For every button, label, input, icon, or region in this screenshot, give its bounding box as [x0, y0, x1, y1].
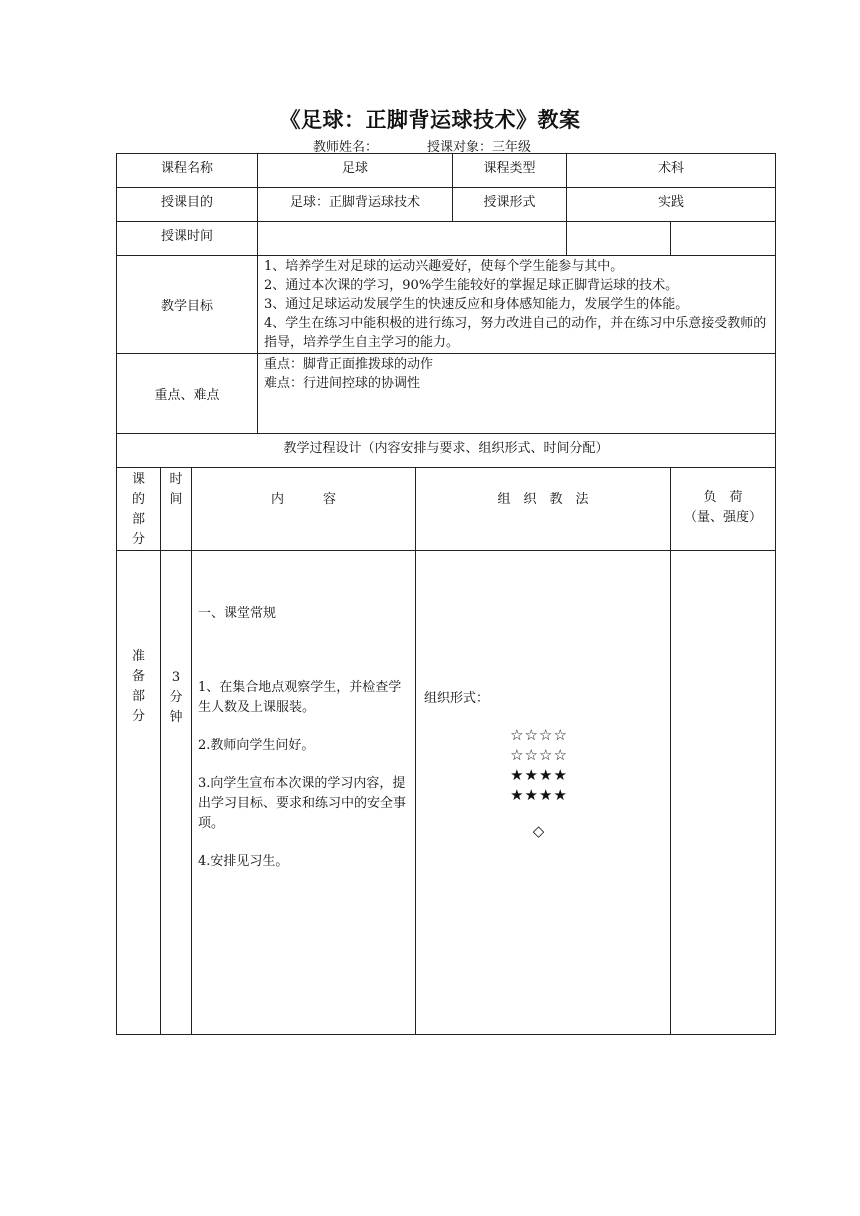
col-time-char: 间	[169, 492, 183, 507]
formation-row-students: ★★★★	[510, 786, 568, 804]
document-title: 《足球：正脚背运球技术》教案	[279, 108, 581, 132]
col-load-header	[671, 468, 776, 551]
routine-item: 1、在集合地点观察学生，并检查学生人数及上课服装。	[198, 680, 402, 715]
prep-time-char: 3	[171, 670, 181, 685]
col-part-header	[117, 468, 161, 551]
organization-label: 组织形式：	[424, 691, 490, 706]
difficulty-point: 难点：行进间控球的协调性	[264, 376, 421, 391]
col-part-char: 部	[131, 512, 145, 527]
goal-item: 4、学生在练习中能积极的进行练习，努力改进自己的动作，并在练习中乐意接受教师的指导，培养学生自主学习的能力。	[264, 316, 767, 350]
time-value-cell	[258, 222, 567, 256]
routine-item: 3.向学生宣布本次课的学习内容，提出学习目标、要求和练习中的安全事项。	[198, 776, 407, 831]
time-extra-cell-1	[567, 222, 671, 256]
goal-item: 1、培养学生对足球的运动兴趣爱好，使每个学生能参与其中。	[264, 259, 624, 274]
col-method-header: 组 织 教 法	[416, 468, 671, 551]
row-goals	[117, 256, 776, 354]
prep-part-char: 准	[131, 649, 145, 664]
course-name-value: 足球	[258, 154, 453, 188]
form-label: 授课形式	[453, 188, 567, 222]
course-type-label: 课程类型	[453, 154, 567, 188]
time-label: 授课时间	[117, 222, 258, 256]
formation-row-students: ★★★★	[510, 766, 568, 784]
row-column-headers	[117, 468, 776, 551]
prep-part-char: 部	[131, 689, 145, 704]
routine-heading: 一、课堂常规	[198, 606, 277, 621]
purpose-label: 授课目的	[117, 188, 258, 222]
prep-part-char: 分	[131, 709, 145, 724]
prep-time-cell	[161, 551, 192, 1035]
goals-label: 教学目标	[117, 256, 258, 354]
lesson-plan-table	[116, 153, 776, 1035]
key-point: 重点：脚背正面推拨球的动作	[264, 357, 434, 372]
routine-item: 4.安排见习生。	[198, 854, 289, 869]
prep-time-char: 分	[169, 690, 183, 705]
prep-part-cell	[117, 551, 161, 1035]
row-prep-section	[117, 551, 776, 1035]
form-value: 实践	[567, 188, 776, 222]
row-course-name	[117, 154, 776, 188]
row-keypoints	[117, 354, 776, 434]
goals-cell	[258, 256, 776, 354]
col-time-char: 时	[169, 472, 183, 487]
formation-row-students: ☆☆☆☆	[510, 726, 568, 744]
keypoints-label: 重点、难点	[117, 354, 258, 434]
col-load-title: 负 荷	[703, 490, 743, 505]
col-part-char: 的	[131, 492, 145, 507]
col-load-subtitle: （量、强度）	[684, 510, 763, 525]
keypoints-cell	[258, 354, 776, 434]
purpose-value: 足球：正脚背运球技术	[258, 188, 453, 222]
goal-item: 3、通过足球运动发展学生的快速反应和身体感知能力，发展学生的体能。	[264, 297, 689, 312]
goal-item: 2、通过本次课的学习，90%学生能较好的掌握足球正脚背运球的技术。	[264, 278, 679, 293]
formation-diagram	[416, 725, 670, 841]
col-part-char: 分	[131, 532, 145, 547]
row-process-header	[117, 434, 776, 468]
row-time	[117, 222, 776, 256]
col-time-header	[161, 468, 192, 551]
formation-row-students: ☆☆☆☆	[510, 746, 568, 764]
target-audience-label: 授课对象：三年级	[427, 140, 532, 155]
prep-time-char: 钟	[169, 710, 183, 725]
course-name-label: 课程名称	[117, 154, 258, 188]
prep-content-cell	[192, 551, 416, 1035]
teacher-name-label: 教师姓名：	[313, 140, 379, 155]
col-part-char: 课	[131, 472, 145, 487]
routine-item: 2.教师向学生问好。	[198, 738, 315, 753]
row-purpose	[117, 188, 776, 222]
prep-method-cell	[416, 551, 671, 1035]
prep-load-cell	[671, 551, 776, 1035]
col-content-header: 内 容	[192, 468, 416, 551]
process-header: 教学过程设计（内容安排与要求、组织形式、时间分配）	[117, 434, 776, 468]
time-extra-cell-2	[671, 222, 776, 256]
prep-part-char: 备	[131, 669, 145, 684]
course-type-value: 术科	[567, 154, 776, 188]
teacher-position-icon: ◇	[532, 822, 546, 840]
